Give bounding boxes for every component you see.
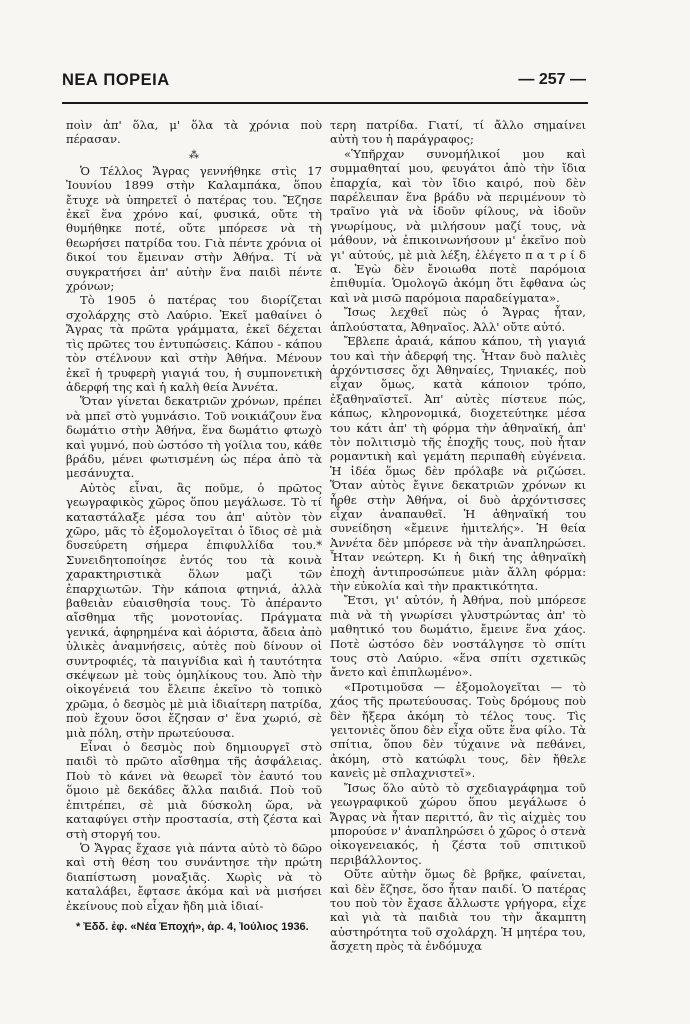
journal-title: ΝΕΑ ΠΟΡΕΙΑ xyxy=(62,71,170,89)
section-separator: ⁂ xyxy=(189,149,199,161)
quote-paragraph: «Προτιμοῦσα — ἐξομολογεῖται — τὸ χάος τῆς πρωτεύουσας. Τοὺς δρόμους ποὺ δὲν ἤξερα ἀκόμη τὸ τέλος τους. Τὶς γειτονιὲς ὅπου δὲν εἶχα οὔτε ἕνα φίλο. Τὰ σπίτια, ὅπου δὲν τύχαινε νὰ πεθάνει, ἀκόμη, στὸ κατώφλι τους, δὲν ἤθελε κανεὶς μὲ σπλαχνιστεῖ». xyxy=(330,679,586,781)
header-rule xyxy=(62,102,588,104)
paragraph: Οὔτε αὐτὴν ὅμως δὲ βρῆκε, φαίνεται, καὶ δὲν ἔζησε, ὅσο ἦταν παιδί. Ὁ πατέρας του ποὺ τὸν ἔχασε ἄλλωστε γρήγορα, εἶχε καὶ γιὰ τὰ παιδιὰ του τὴν ἄκαμπτη αὐστηρότητα τοῦ σχολάρχη. Ἡ μητέρα του, ἄσχετη πρὸς τὰ ἐνδόμυχα xyxy=(330,867,586,954)
left-column xyxy=(66,118,322,913)
footnote: * Ἐδδ. ἐφ. «Νέα Ἐποχή», ἀρ. 4, Ἰούλιος 1936. xyxy=(76,921,309,933)
quote-paragraph: «Ὑπῆρχαν συνομήλικοί μου καὶ συμμαθηταί μου, φευγάτοι ἀπὸ τὴν ἴδια ἐπαρχία, καὶ τὸν ἴδιο καιρό, ποὺ δὲν παρέλειπαν ἕνα βράδυ νὰ περιμένουν τὸ τραῖνο γιὰ νὰ ἰδοῦν φίλους, νὰ ἰδοῦν γνωρίμους, νὰ μιλήσουν μαζί τους, νὰ μάθουν, νὰ ἐπικοινωνήσουν μ' ἐκεῖνο ποὺ γι' αὐτούς, μὲ μιὰ λέξη, ἐλέγετο π α τ ρ ί δ α. Ἐγὼ δὲν ἔνοιωθα ποτὲ παρόμοια ἐπιθυμία. Ὁμολογῶ ἀκόμη ὅτι ἔφθανα ὡς καὶ νὰ μισῶ παρόμοια παραδείγματα». xyxy=(330,146,586,305)
paragraph: Ἴσως λεχθεῖ πὼς ὁ Ἄγρας ἦταν, ἁπλούστατα, Ἀθηναῖος. Ἀλλ' οὔτε αὐτό. xyxy=(330,305,586,334)
paragraph: Ἴσως ὅλο αὐτὸ τὸ σχεδιαγράφημα τοῦ γεωγραφικοῦ χώρου ὅπου μεγάλωσε ὁ Ἄγρας νὰ ἦταν περιττό, ἂν τὶς αἰχμὲς του μπορούσε ν' ἀναπληρώσει ὁ χῶρος ὁ στενὰ οἰκογενειακός, ἡ ζέστα τοῦ σπιτικοῦ περιβάλλοντος. xyxy=(330,780,586,867)
page-header xyxy=(0,0,690,110)
page-number: — 257 — xyxy=(518,71,586,88)
paragraph: Ὅταν γίνεται δεκατριῶν χρόνων, πρέπει νὰ μπεῖ στὸ γυμνάσιο. Τοῦ νοικιάζουν ἕνα δωμάτιο στὴν Ἀθήνα, ἕνα δωμάτιο φτωχὸ καὶ γυμνό, ποὺ ὡστόσο τὴ γοίλια του, κάθε βράδυ, μένει φωτισμένη ὡς πέρα ἀπὸ τὰ μεσάνυχτα. xyxy=(66,394,322,481)
right-column xyxy=(330,118,586,954)
paragraph: τερη πατρίδα. Γιατί, τί ἄλλο σημαίνει αὐτὴ του ἡ παράγραφος; xyxy=(330,118,586,147)
paragraph: Ἔτσι, γι' αὐτόν, ἡ Ἀθήνα, ποὺ μπόρεσε πιὰ νὰ τὴ γνωρίσει γλυστρώντας ἀπ' τὸ μαθητικό του δωμάτιο, ἔμεινε ἕνα χάος. Ποτὲ ὡστόσο δὲν νοστάλγησε τὸ σπίτι τους στὸ Λαύριο. «ἕνα σπίτι σχετικῶς ἄνετο καὶ ἐπιπλωμένο». xyxy=(330,593,586,680)
paragraph: Αὐτὸς εἶναι, ἂς ποῦμε, ὁ πρῶτος γεωγραφικὸς χῶρος ὅπου μεγάλωσε. Τὸ τί καταστάλαξε μέσα του ἀπ' αὐτὸν τὸν χῶρο, μᾶς τὸ ἐξομολογεῖται ὁ ἴδιος σὲ μιὰ δυσεύρετη σήμερα ἐπιφυλλίδα του.* Συνειδητοποίησε ἐντός του τὰ κοινὰ χαρακτηριστικὰ ὅλων μαζὶ τῶν ἐπαρχιωτῶν. Τὴν κάποια φτηνιά, ἀλλὰ βαθειὰν εὐαισθησία τους. Τὸ ἀπέραντο αἴσθημα τῆς μονοτονίας. Πράγματα γενικά, ἀφηρημένα καὶ ἀόριστα, ἄδεια ἀπὸ ὑλικὲς ἀναμνήσεις, αὐτὲς ποὺ δίνουν οἱ συντροφιές, τὰ παιγνίδια καὶ ἡ ταυτότητα σκέψεων μὲ τοὺς ὁμηλίκους του. Ἀπὸ τὴν οἰκογένειά του ἔλειπε ἐκεῖνο τὸ τοπικὸ χρῶμα, ὁ δεσμὸς μὲ μιὰ ἰδιαίτερη πατρίδα, ποὺ ἔχουν ὅσοι ἔζησαν σ' ἕνα χωριό, σὲ μιὰ πόλη, στὴν πρωτεύουσα. xyxy=(66,480,322,740)
paragraph: Ὁ Τέλλος Ἄγρας γεννήθηκε στὶς 17 Ἰουνίου 1899 στὴν Καλαμπάκα, ὅπου ἔτυχε νὰ ὑπηρετεῖ ὁ πατέρας του. Ἔζησε ἐκεῖ ἕνα χρόνο καί, φυσικά, οὔτε τὴ θυμήθηκε ποτέ, οὔτε μπόρεσε νὰ τὴ θεωρήσει πατρίδα του. Γιὰ πέντε χρόνια οἱ δικοί του ἔμειναν στὴν Ἀθήνα. Τί νὰ συγκρατήσει ἀπ' αὐτὴν ἕνα παιδὶ πέντε χρόνων; xyxy=(66,163,322,294)
paragraph: Τὸ 1905 ὁ πατέρας του διορίζεται σχολάρχης στὸ Λαύριο. Ἐκεῖ μαθαίνει ὁ Ἄγρας τὰ πρῶτα γράμματα, ἐκεῖ δέχεται τὶς πρῶτες του ἐντυπώσεις. Κάπου - κάπου τὸν στέλνουν καὶ στὴν Ἀθήνα. Μένουν ἐκεῖ ἡ τρυφερὴ γιαγιά του, ἡ συμπονετικὴ ἀδερφή της καὶ ἡ καλὴ θεία Ἀννέτα. xyxy=(66,293,322,394)
paragraph: Εἶναι ὁ δεσμὸς ποὺ δημιουργεῖ στὸ παιδὶ τὸ πρῶτο αἴσθημα τῆς ἀσφάλειας. Ποὺ τὸ κάνει νὰ θεωρεῖ τὸν ἑαυτό του ὅμοιο μὲ δεκάδες ἄλλα παιδιά. Ποὺ τοῦ ἐπιτρέπει, σὲ μιὰ δύσκολη ὥρα, νὰ καταφύγει στὴν προστασία, στὴ ζέστα καὶ στὴ στοργή του. xyxy=(66,740,322,841)
paragraph: Ἔβλεπε ἀραιά, κάπου κάπου, τὴ γιαγιά του καὶ τὴν ἀδερφή της. Ἦταν δυὸ παλιὲς ἀρχόντισσες ὄχι Ἀθηναίες, Τηνιακές, ποὺ εἶχαν ὅμως, κατὰ κάποιον τρόπο, ἐξαθηναϊστεῖ. Ἀπ' αὐτὲς πίστευε πώς, κάπως, κληρονομικά, διοχετεύτηκε μέσα του κάτι ἀπ' τὴ φόρμα τὴν ἀθηναϊκή, ἀπ' τὸν πολιτισμὸ τῆς ἐποχῆς τους, ποὺ ἦταν ρομαντικὴ καὶ γεμάτη περιπαθὴ εὐγένεια. Ἡ ἰδέα ὅμως δὲν πρόλαβε νὰ ριζώσει. Ὅταν αὐτὸς ἔγινε δεκατριῶν χρόνων κι ἦρθε στὴν Ἀθήνα, οἱ δυὸ ἀρχόντισσες εἶχαν ἀναπαυθεῖ. Ἡ ἀθηναϊκή του συνείδηση «ἔμεινε ἡμιτελής». Ἡ θεία Ἀννέτα δὲν μπόρεσε νὰ τὴν ἀναπληρώσει. Ἦταν νεώτερη. Κι ἡ δική της ἀθηναϊκὴ ἐποχὴ ἀντιπροσώπευε μιὰν ἄλλη φόρμα: τὴν εὐκολία καὶ τὴν πρακτικότητα. xyxy=(330,334,586,593)
paragraph: Ὁ Ἄγρας ἔχασε γιὰ πάντα αὐτὸ τὸ δῶρο καὶ στὴ θέση του συνάντησε τὴν πρώτη διαπίστωση μοναξιᾶς. Χωρὶς νὰ τὸ καταλάβει, ἔφτασε ἀκόμα καὶ νὰ μισήσει ἐκείνους ποὺ εἶχαν ἤδη μιὰ ἰδιαί- xyxy=(66,840,322,913)
paragraph: ποὶν ἀπ' ὅλα, μ' ὅλα τὰ χρόνια ποὺ πέρασαν. xyxy=(66,118,322,147)
